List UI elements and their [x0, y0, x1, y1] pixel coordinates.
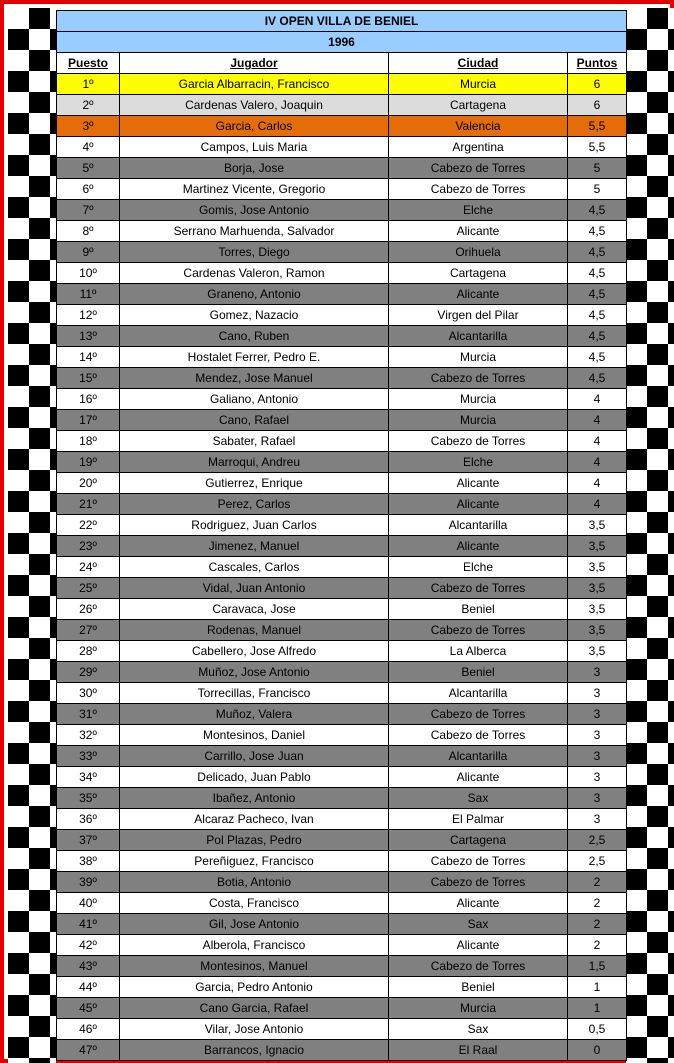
- cell-puesto: 43º: [57, 956, 120, 977]
- cell-jugador: Delicado, Juan Pablo: [120, 767, 389, 788]
- cell-puesto: 26º: [57, 599, 120, 620]
- table-row: [57, 767, 627, 788]
- cell-puesto: 44º: [57, 977, 120, 998]
- cell-puesto: 5º: [57, 158, 120, 179]
- cell-puesto: 37º: [57, 830, 120, 851]
- cell-puesto: 11º: [57, 284, 120, 305]
- table-row: [57, 956, 627, 977]
- cell-jugador: Pereñiguez, Francisco: [120, 851, 389, 872]
- cell-jugador: Cardenas Valeron, Ramon: [120, 263, 389, 284]
- table-row: [57, 1019, 627, 1040]
- cell-puesto: 10º: [57, 263, 120, 284]
- cell-puesto: 21º: [57, 494, 120, 515]
- cell-puesto: 6º: [57, 179, 120, 200]
- cell-jugador: Montesinos, Manuel: [120, 956, 389, 977]
- cell-puesto: 39º: [57, 872, 120, 893]
- table-row: [57, 515, 627, 536]
- cell-ciudad: Beniel: [389, 977, 568, 998]
- cell-puntos: 4,5: [568, 221, 627, 242]
- cell-jugador: Cabellero, Jose Alfredo: [120, 641, 389, 662]
- cell-puntos: 3: [568, 788, 627, 809]
- cell-puntos: 3,5: [568, 599, 627, 620]
- cell-puntos: 4: [568, 389, 627, 410]
- cell-puntos: 6: [568, 74, 627, 95]
- table-row: [57, 242, 627, 263]
- cell-ciudad: Murcia: [389, 998, 568, 1019]
- cell-puntos: 4,5: [568, 326, 627, 347]
- cell-puntos: 2,5: [568, 830, 627, 851]
- table-row: [57, 452, 627, 473]
- cell-puntos: 0,5: [568, 1019, 627, 1040]
- standings-table-container: [56, 10, 626, 1061]
- cell-jugador: Pol Plazas, Pedro: [120, 830, 389, 851]
- cell-ciudad: El Raal: [389, 1040, 568, 1061]
- cell-puntos: 1,5: [568, 956, 627, 977]
- cell-jugador: Serrano Marhuenda, Salvador: [120, 221, 389, 242]
- cell-puntos: 1: [568, 998, 627, 1019]
- table-row: [57, 536, 627, 557]
- cell-puntos: 3: [568, 767, 627, 788]
- cell-jugador: Sabater, Rafael: [120, 431, 389, 452]
- cell-ciudad: Beniel: [389, 662, 568, 683]
- table-row: [57, 284, 627, 305]
- cell-puesto: 25º: [57, 578, 120, 599]
- cell-puesto: 22º: [57, 515, 120, 536]
- cell-puesto: 36º: [57, 809, 120, 830]
- cell-ciudad: Alicante: [389, 767, 568, 788]
- cell-ciudad: Cabezo de Torres: [389, 431, 568, 452]
- cell-puntos: 3: [568, 662, 627, 683]
- table-row: [57, 410, 627, 431]
- cell-ciudad: La Alberca: [389, 641, 568, 662]
- cell-ciudad: Cabezo de Torres: [389, 725, 568, 746]
- cell-jugador: Ibañez, Antonio: [120, 788, 389, 809]
- cell-ciudad: Cabezo de Torres: [389, 851, 568, 872]
- table-row: [57, 326, 627, 347]
- cell-ciudad: Alicante: [389, 473, 568, 494]
- header-puntos: Puntos: [568, 53, 627, 74]
- cell-ciudad: Alicante: [389, 494, 568, 515]
- cell-puesto: 34º: [57, 767, 120, 788]
- cell-ciudad: Alcantarilla: [389, 683, 568, 704]
- table-row: [57, 347, 627, 368]
- cell-jugador: Cardenas Valero, Joaquin: [120, 95, 389, 116]
- cell-ciudad: Murcia: [389, 410, 568, 431]
- header-row: [57, 53, 627, 74]
- cell-ciudad: Elche: [389, 557, 568, 578]
- cell-puntos: 3,5: [568, 536, 627, 557]
- cell-puesto: 19º: [57, 452, 120, 473]
- cell-ciudad: Virgen del Pilar: [389, 305, 568, 326]
- cell-jugador: Gomis, Jose Antonio: [120, 200, 389, 221]
- table-row: [57, 851, 627, 872]
- cell-puntos: 5,5: [568, 137, 627, 158]
- cell-puesto: 7º: [57, 200, 120, 221]
- cell-ciudad: Valencia: [389, 116, 568, 137]
- cell-ciudad: Cartagena: [389, 830, 568, 851]
- cell-puesto: 38º: [57, 851, 120, 872]
- table-row: [57, 977, 627, 998]
- cell-puesto: 2º: [57, 95, 120, 116]
- cell-jugador: Rodenas, Manuel: [120, 620, 389, 641]
- cell-ciudad: Elche: [389, 452, 568, 473]
- year-row: [57, 32, 627, 53]
- checkered-border-right: [626, 8, 674, 1063]
- cell-ciudad: Cabezo de Torres: [389, 872, 568, 893]
- cell-jugador: Cano, Ruben: [120, 326, 389, 347]
- cell-puntos: 6: [568, 95, 627, 116]
- table-row: [57, 788, 627, 809]
- cell-puntos: 3,5: [568, 515, 627, 536]
- cell-puesto: 23º: [57, 536, 120, 557]
- table-row: [57, 599, 627, 620]
- cell-puntos: 4,5: [568, 305, 627, 326]
- cell-jugador: Rodriguez, Juan Carlos: [120, 515, 389, 536]
- cell-puesto: 12º: [57, 305, 120, 326]
- cell-puesto: 35º: [57, 788, 120, 809]
- cell-puntos: 3,5: [568, 557, 627, 578]
- cell-jugador: Montesinos, Daniel: [120, 725, 389, 746]
- table-row: [57, 578, 627, 599]
- table-row: [57, 389, 627, 410]
- table-row: [57, 305, 627, 326]
- cell-ciudad: Murcia: [389, 347, 568, 368]
- cell-puesto: 42º: [57, 935, 120, 956]
- cell-puesto: 9º: [57, 242, 120, 263]
- cell-puesto: 3º: [57, 116, 120, 137]
- cell-ciudad: Cabezo de Torres: [389, 620, 568, 641]
- cell-puesto: 8º: [57, 221, 120, 242]
- cell-ciudad: Cabezo de Torres: [389, 179, 568, 200]
- table-row: [57, 683, 627, 704]
- cell-jugador: Cano, Rafael: [120, 410, 389, 431]
- cell-ciudad: Alicante: [389, 284, 568, 305]
- cell-puesto: 18º: [57, 431, 120, 452]
- cell-puesto: 29º: [57, 662, 120, 683]
- table-row: [57, 368, 627, 389]
- cell-ciudad: Alicante: [389, 935, 568, 956]
- cell-puesto: 1º: [57, 74, 120, 95]
- cell-puesto: 27º: [57, 620, 120, 641]
- cell-jugador: Gomez, Nazacio: [120, 305, 389, 326]
- table-row: [57, 998, 627, 1019]
- cell-puesto: 45º: [57, 998, 120, 1019]
- cell-puntos: 4: [568, 431, 627, 452]
- cell-ciudad: Argentina: [389, 137, 568, 158]
- table-row: [57, 221, 627, 242]
- cell-puesto: 17º: [57, 410, 120, 431]
- cell-puntos: 4: [568, 494, 627, 515]
- cell-ciudad: Murcia: [389, 389, 568, 410]
- cell-jugador: Carrillo, Jose Juan: [120, 746, 389, 767]
- cell-ciudad: Sax: [389, 1019, 568, 1040]
- cell-jugador: Alberola, Francisco: [120, 935, 389, 956]
- table-row: [57, 809, 627, 830]
- table-row: [57, 914, 627, 935]
- cell-jugador: Botia, Antonio: [120, 872, 389, 893]
- table-row: [57, 746, 627, 767]
- table-row: [57, 494, 627, 515]
- header-ciudad: Ciudad: [389, 53, 568, 74]
- cell-puesto: 4º: [57, 137, 120, 158]
- table-row: [57, 431, 627, 452]
- cell-puesto: 31º: [57, 704, 120, 725]
- cell-jugador: Vidal, Juan Antonio: [120, 578, 389, 599]
- checkered-border-left: [8, 8, 56, 1063]
- cell-puntos: 1: [568, 977, 627, 998]
- cell-jugador: Gil, Jose Antonio: [120, 914, 389, 935]
- table-row: [57, 704, 627, 725]
- table-row: [57, 893, 627, 914]
- cell-puntos: 2: [568, 893, 627, 914]
- cell-puntos: 2: [568, 872, 627, 893]
- cell-puesto: 14º: [57, 347, 120, 368]
- cell-jugador: Cano Garcia, Rafael: [120, 998, 389, 1019]
- table-row: [57, 200, 627, 221]
- cell-jugador: Alcaraz Pacheco, Ivan: [120, 809, 389, 830]
- cell-jugador: Muñoz, Valera: [120, 704, 389, 725]
- cell-jugador: Campos, Luis Maria: [120, 137, 389, 158]
- cell-jugador: Graneno, Antonio: [120, 284, 389, 305]
- cell-puesto: 32º: [57, 725, 120, 746]
- cell-jugador: Gutierrez, Enrique: [120, 473, 389, 494]
- cell-ciudad: Sax: [389, 914, 568, 935]
- cell-ciudad: El Palmar: [389, 809, 568, 830]
- cell-ciudad: Cabezo de Torres: [389, 704, 568, 725]
- cell-ciudad: Alicante: [389, 893, 568, 914]
- header-puesto: Puesto: [57, 53, 120, 74]
- table-row: [57, 557, 627, 578]
- cell-jugador: Borja, Jose: [120, 158, 389, 179]
- cell-ciudad: Cabezo de Torres: [389, 158, 568, 179]
- cell-ciudad: Sax: [389, 788, 568, 809]
- cell-jugador: Barrancos, Ignacio: [120, 1040, 389, 1061]
- table-row: [57, 1040, 627, 1061]
- table-row: [57, 935, 627, 956]
- cell-puntos: 3: [568, 746, 627, 767]
- cell-ciudad: Cabezo de Torres: [389, 956, 568, 977]
- cell-puesto: 28º: [57, 641, 120, 662]
- cell-jugador: Marroqui, Andreu: [120, 452, 389, 473]
- cell-ciudad: Alcantarilla: [389, 515, 568, 536]
- table-row: [57, 620, 627, 641]
- cell-ciudad: Cabezo de Torres: [389, 368, 568, 389]
- header-jugador: Jugador: [120, 53, 389, 74]
- cell-puntos: 4,5: [568, 242, 627, 263]
- cell-puntos: 4,5: [568, 284, 627, 305]
- cell-ciudad: Cartagena: [389, 95, 568, 116]
- cell-jugador: Torrecillas, Francisco: [120, 683, 389, 704]
- cell-puntos: 4,5: [568, 347, 627, 368]
- table-row: [57, 179, 627, 200]
- standings-table: [56, 10, 627, 1061]
- cell-puesto: 30º: [57, 683, 120, 704]
- cell-jugador: Muñoz, Jose Antonio: [120, 662, 389, 683]
- cell-jugador: Jimenez, Manuel: [120, 536, 389, 557]
- cell-puntos: 3,5: [568, 578, 627, 599]
- cell-ciudad: Murcia: [389, 74, 568, 95]
- cell-puntos: 5: [568, 158, 627, 179]
- cell-jugador: Garcia, Carlos: [120, 116, 389, 137]
- cell-jugador: Vilar, Jose Antonio: [120, 1019, 389, 1040]
- title-row: [57, 11, 627, 32]
- cell-jugador: Garcia, Pedro Antonio: [120, 977, 389, 998]
- cell-ciudad: Alicante: [389, 221, 568, 242]
- cell-puntos: 4,5: [568, 263, 627, 284]
- table-row: [57, 158, 627, 179]
- cell-ciudad: Elche: [389, 200, 568, 221]
- cell-jugador: Martinez Vicente, Gregorio: [120, 179, 389, 200]
- cell-jugador: Hostalet Ferrer, Pedro E.: [120, 347, 389, 368]
- cell-puntos: 3: [568, 704, 627, 725]
- cell-puntos: 0: [568, 1040, 627, 1061]
- cell-puntos: 2: [568, 935, 627, 956]
- cell-ciudad: Alicante: [389, 536, 568, 557]
- cell-puesto: 13º: [57, 326, 120, 347]
- table-row: [57, 830, 627, 851]
- table-row: [57, 95, 627, 116]
- tournament-title: IV OPEN VILLA DE BENIEL: [57, 11, 627, 32]
- tournament-year: 1996: [57, 32, 627, 53]
- table-row: [57, 473, 627, 494]
- table-row: [57, 662, 627, 683]
- cell-puesto: 24º: [57, 557, 120, 578]
- cell-ciudad: Beniel: [389, 599, 568, 620]
- cell-puntos: 4,5: [568, 200, 627, 221]
- cell-puntos: 3: [568, 683, 627, 704]
- cell-puntos: 4: [568, 473, 627, 494]
- table-row: [57, 137, 627, 158]
- cell-jugador: Perez, Carlos: [120, 494, 389, 515]
- cell-puntos: 5,5: [568, 116, 627, 137]
- cell-puntos: 5: [568, 179, 627, 200]
- cell-puesto: 15º: [57, 368, 120, 389]
- cell-ciudad: Alcantarilla: [389, 746, 568, 767]
- cell-puntos: 3,5: [568, 641, 627, 662]
- cell-jugador: Garcia Albarracin, Francisco: [120, 74, 389, 95]
- cell-puntos: 3: [568, 725, 627, 746]
- cell-puntos: 3: [568, 809, 627, 830]
- cell-ciudad: Cartagena: [389, 263, 568, 284]
- cell-jugador: Torres, Diego: [120, 242, 389, 263]
- cell-ciudad: Orihuela: [389, 242, 568, 263]
- table-row: [57, 725, 627, 746]
- cell-jugador: Galiano, Antonio: [120, 389, 389, 410]
- cell-ciudad: Cabezo de Torres: [389, 578, 568, 599]
- cell-jugador: Cascales, Carlos: [120, 557, 389, 578]
- table-row: [57, 641, 627, 662]
- cell-puesto: 40º: [57, 893, 120, 914]
- cell-puntos: 4: [568, 452, 627, 473]
- cell-jugador: Caravaca, Jose: [120, 599, 389, 620]
- table-row: [57, 872, 627, 893]
- table-row: [57, 74, 627, 95]
- table-row: [57, 116, 627, 137]
- cell-puesto: 20º: [57, 473, 120, 494]
- cell-puntos: 3,5: [568, 620, 627, 641]
- cell-puntos: 4,5: [568, 368, 627, 389]
- table-row: [57, 263, 627, 284]
- cell-puntos: 4: [568, 410, 627, 431]
- cell-puesto: 33º: [57, 746, 120, 767]
- cell-puesto: 41º: [57, 914, 120, 935]
- cell-puesto: 47º: [57, 1040, 120, 1061]
- cell-jugador: Mendez, Jose Manuel: [120, 368, 389, 389]
- cell-puntos: 2: [568, 914, 627, 935]
- cell-jugador: Costa, Francisco: [120, 893, 389, 914]
- cell-puesto: 16º: [57, 389, 120, 410]
- standings-body: [57, 74, 627, 1061]
- cell-ciudad: Alcantarilla: [389, 326, 568, 347]
- cell-puesto: 46º: [57, 1019, 120, 1040]
- cell-puntos: 2,5: [568, 851, 627, 872]
